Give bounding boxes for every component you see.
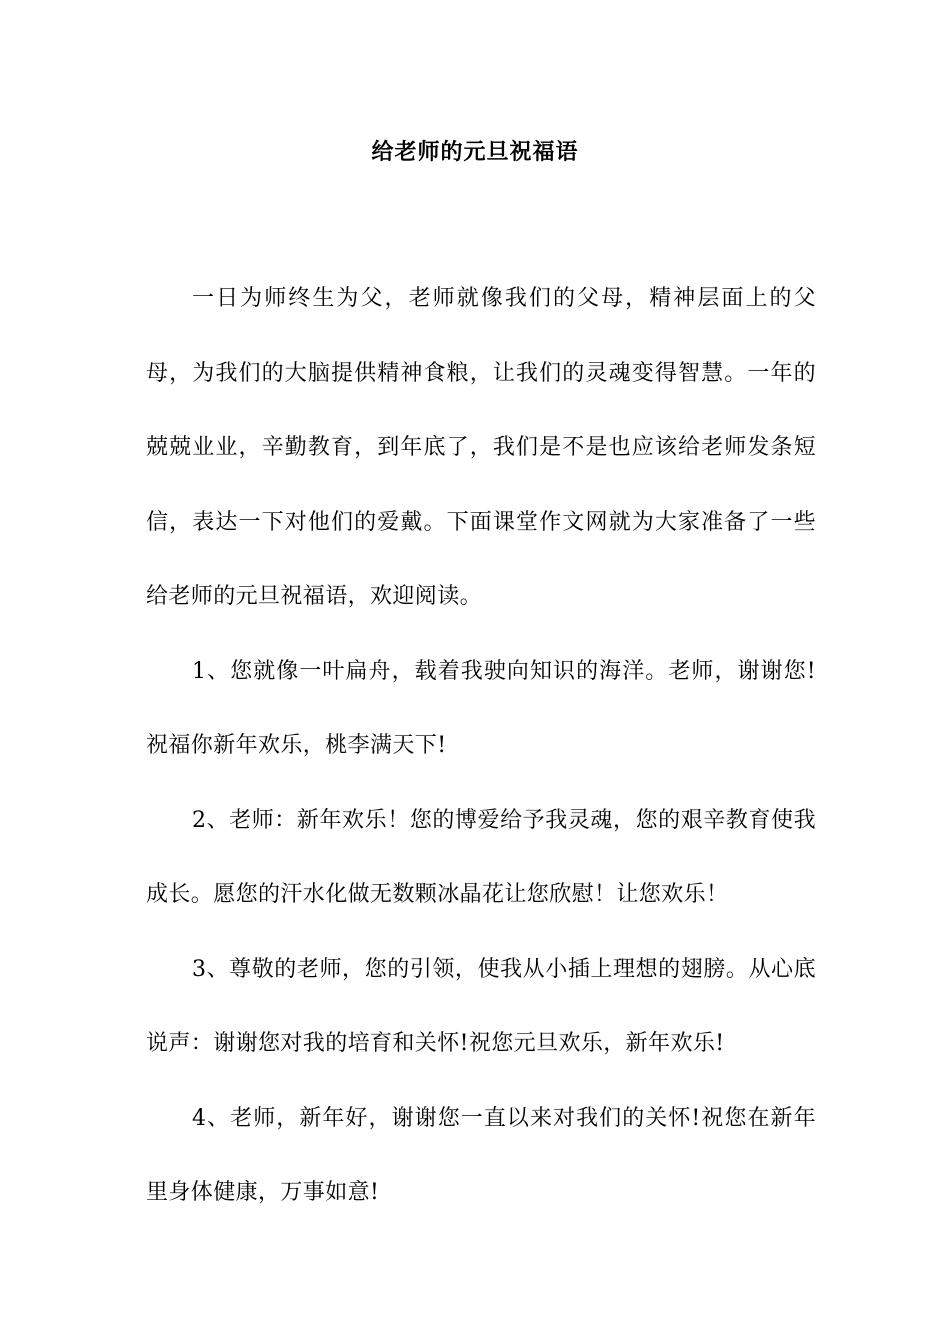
document-title: 给老师的元旦祝福语 (371, 139, 579, 165)
wish-paragraph-2: 2、老师：新年欢乐！您的博爱给予我灵魂，您的艰辛教育使我成长。愿您的汗水化做无数颗冰晶花让您欣慰！让您欢乐！ (146, 807, 816, 907)
wish-paragraph-1: 1、您就像一叶扁舟，载着我驶向知识的海洋。老师，谢谢您!祝福你新年欢乐，桃李满天下! (146, 658, 816, 758)
wish-paragraph-4: 4、老师，新年好，谢谢您一直以来对我们的关怀!祝您在新年里身体健康，万事如意! (146, 1105, 816, 1205)
intro-paragraph: 一日为师终生为父，老师就像我们的父母，精神层面上的父母，为我们的大脑提供精神食粮，让我们的灵魂变得智慧。一年的兢兢业业，辛勤教育，到年底了，我们是不是也应该给老师发条短信，表达一下对他们的爱戴。下面课堂作文网就为大家准备了一些给老师的元旦祝福语，欢迎阅读。 (146, 286, 816, 609)
document-body (146, 262, 816, 1231)
wish-paragraph-3: 3、尊敬的老师，您的引领，使我从小插上理想的翅膀。从心底说声：谢谢您对我的培育和关怀!祝您元旦欢乐，新年欢乐! (146, 956, 816, 1056)
